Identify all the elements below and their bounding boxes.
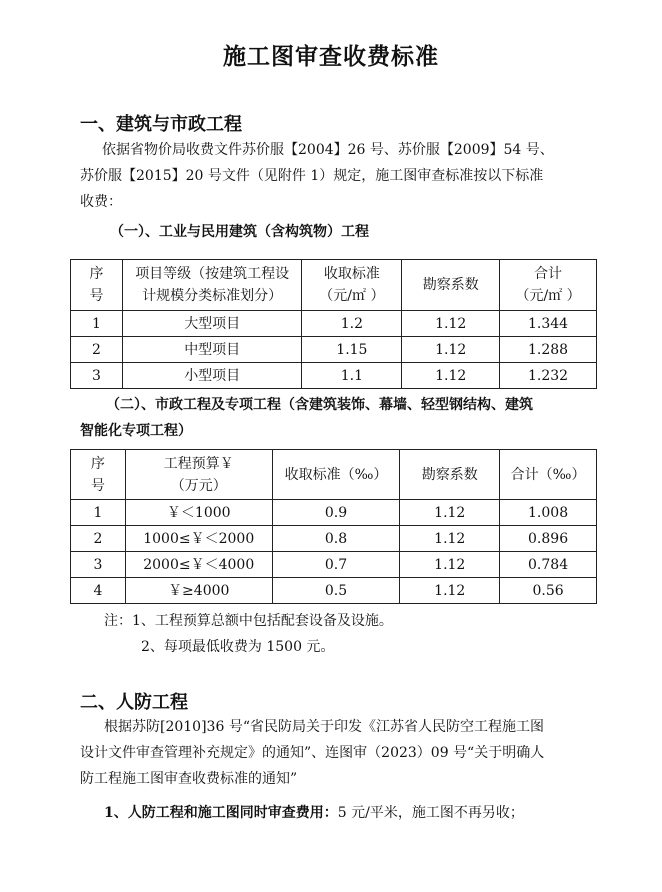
municipal-fee-table	[70, 449, 597, 604]
cell-total: 1.344	[500, 311, 597, 337]
cell-rate: 0.9	[272, 500, 400, 526]
cell-total: 1.008	[500, 500, 597, 526]
cell-rate: 1.1	[302, 363, 402, 389]
header-coef: 勘察系数	[400, 450, 500, 500]
note-2: 2、每项最低收费为 1500 元。	[141, 639, 335, 655]
item-1-value: 5 元/平米，施工图不再另收；	[337, 805, 524, 821]
table-header-row	[71, 260, 597, 311]
cell-grade: 大型项目	[122, 311, 302, 337]
cell-coef: 1.12	[402, 337, 500, 363]
table-header-row	[71, 450, 597, 500]
header-budget: 工程预算￥ （万元）	[125, 450, 272, 500]
table-row	[71, 363, 597, 389]
header-total: 合计 （元/㎡ ）	[500, 260, 597, 311]
cell-rate: 0.8	[272, 526, 400, 552]
section-1-heading: 一、建筑与市政工程	[80, 114, 242, 135]
cell-budget: ￥≥4000	[125, 578, 272, 604]
intro-line-1: 依据省物价局收费文件苏价服【2004】26 号、苏价服【2009】54 号、	[102, 142, 554, 158]
item-1	[104, 800, 524, 826]
item-1-label: 1、人防工程和施工图同时审查费用：	[104, 805, 338, 821]
table-row	[71, 500, 597, 526]
subsection-2-heading-line-1: （二）、市政工程及专项工程（含建筑装饰、幕墙、轻型钢结构、建筑	[106, 397, 533, 413]
cell-rate: 1.15	[302, 337, 402, 363]
header-rate: 收取标准（‰）	[272, 450, 400, 500]
header-total: 合计（‰）	[500, 450, 597, 500]
cell-rate: 1.2	[302, 311, 402, 337]
table-row	[71, 526, 597, 552]
building-fee-table	[70, 259, 597, 389]
cell-coef: 1.12	[400, 500, 500, 526]
cell-total: 1.232	[500, 363, 597, 389]
section-2-heading: 二、人防工程	[80, 692, 188, 713]
table-row	[71, 578, 597, 604]
cell-rate: 0.5	[272, 578, 400, 604]
cell-grade: 小型项目	[122, 363, 302, 389]
section-2-line-1: 根据苏防[2010]36 号“省民防局关于印发《江苏省人民防空工程施工图	[104, 719, 544, 735]
header-no: 序 号	[71, 260, 123, 311]
cell-budget: 1000≤￥＜2000	[125, 526, 272, 552]
header-rate: 收取标准 （元/㎡ ）	[302, 260, 402, 311]
cell-total: 0.56	[500, 578, 597, 604]
cell-coef: 1.12	[400, 578, 500, 604]
cell-coef: 1.12	[402, 311, 500, 337]
table-row	[71, 311, 597, 337]
intro-line-2: 苏价服【2015】20 号文件（见附件 1）规定，施工图审查标准按以下标准	[80, 168, 544, 184]
cell-no: 3	[71, 552, 126, 578]
cell-no: 1	[71, 500, 126, 526]
section-2-line-3: 防工程施工图审查收费标准的通知”	[80, 771, 298, 787]
cell-budget: 2000≤￥＜4000	[125, 552, 272, 578]
cell-total: 1.288	[500, 337, 597, 363]
cell-budget: ￥＜1000	[125, 500, 272, 526]
cell-total: 0.784	[500, 552, 597, 578]
cell-no: 1	[71, 311, 123, 337]
table-row	[71, 552, 597, 578]
cell-grade: 中型项目	[122, 337, 302, 363]
table-row	[71, 337, 597, 363]
cell-no: 4	[71, 578, 126, 604]
cell-no: 2	[71, 337, 123, 363]
page-title: 施工图审查收费标准	[223, 43, 439, 70]
cell-total: 0.896	[500, 526, 597, 552]
note-1: 注：1、工程预算总额中包括配套设备及设施。	[104, 613, 393, 629]
cell-no: 2	[71, 526, 126, 552]
cell-coef: 1.12	[400, 552, 500, 578]
cell-coef: 1.12	[402, 363, 500, 389]
header-coef: 勘察系数	[402, 260, 500, 311]
header-grade: 项目等级（按建筑工程设 计规模分类标准划分）	[122, 260, 302, 311]
header-no: 序 号	[71, 450, 126, 500]
cell-rate: 0.7	[272, 552, 400, 578]
intro-line-3: 收费：	[80, 194, 122, 210]
cell-no: 3	[71, 363, 123, 389]
cell-coef: 1.12	[400, 526, 500, 552]
section-2-line-2: 设计文件审查管理补充规定》的通知”、连图审（2023）09 号“关于明确人	[80, 745, 545, 761]
subsection-1-heading: （一）、工业与民用建筑（含构筑物）工程	[110, 224, 369, 240]
subsection-2-heading-line-2: 智能化专项工程）	[80, 423, 192, 439]
